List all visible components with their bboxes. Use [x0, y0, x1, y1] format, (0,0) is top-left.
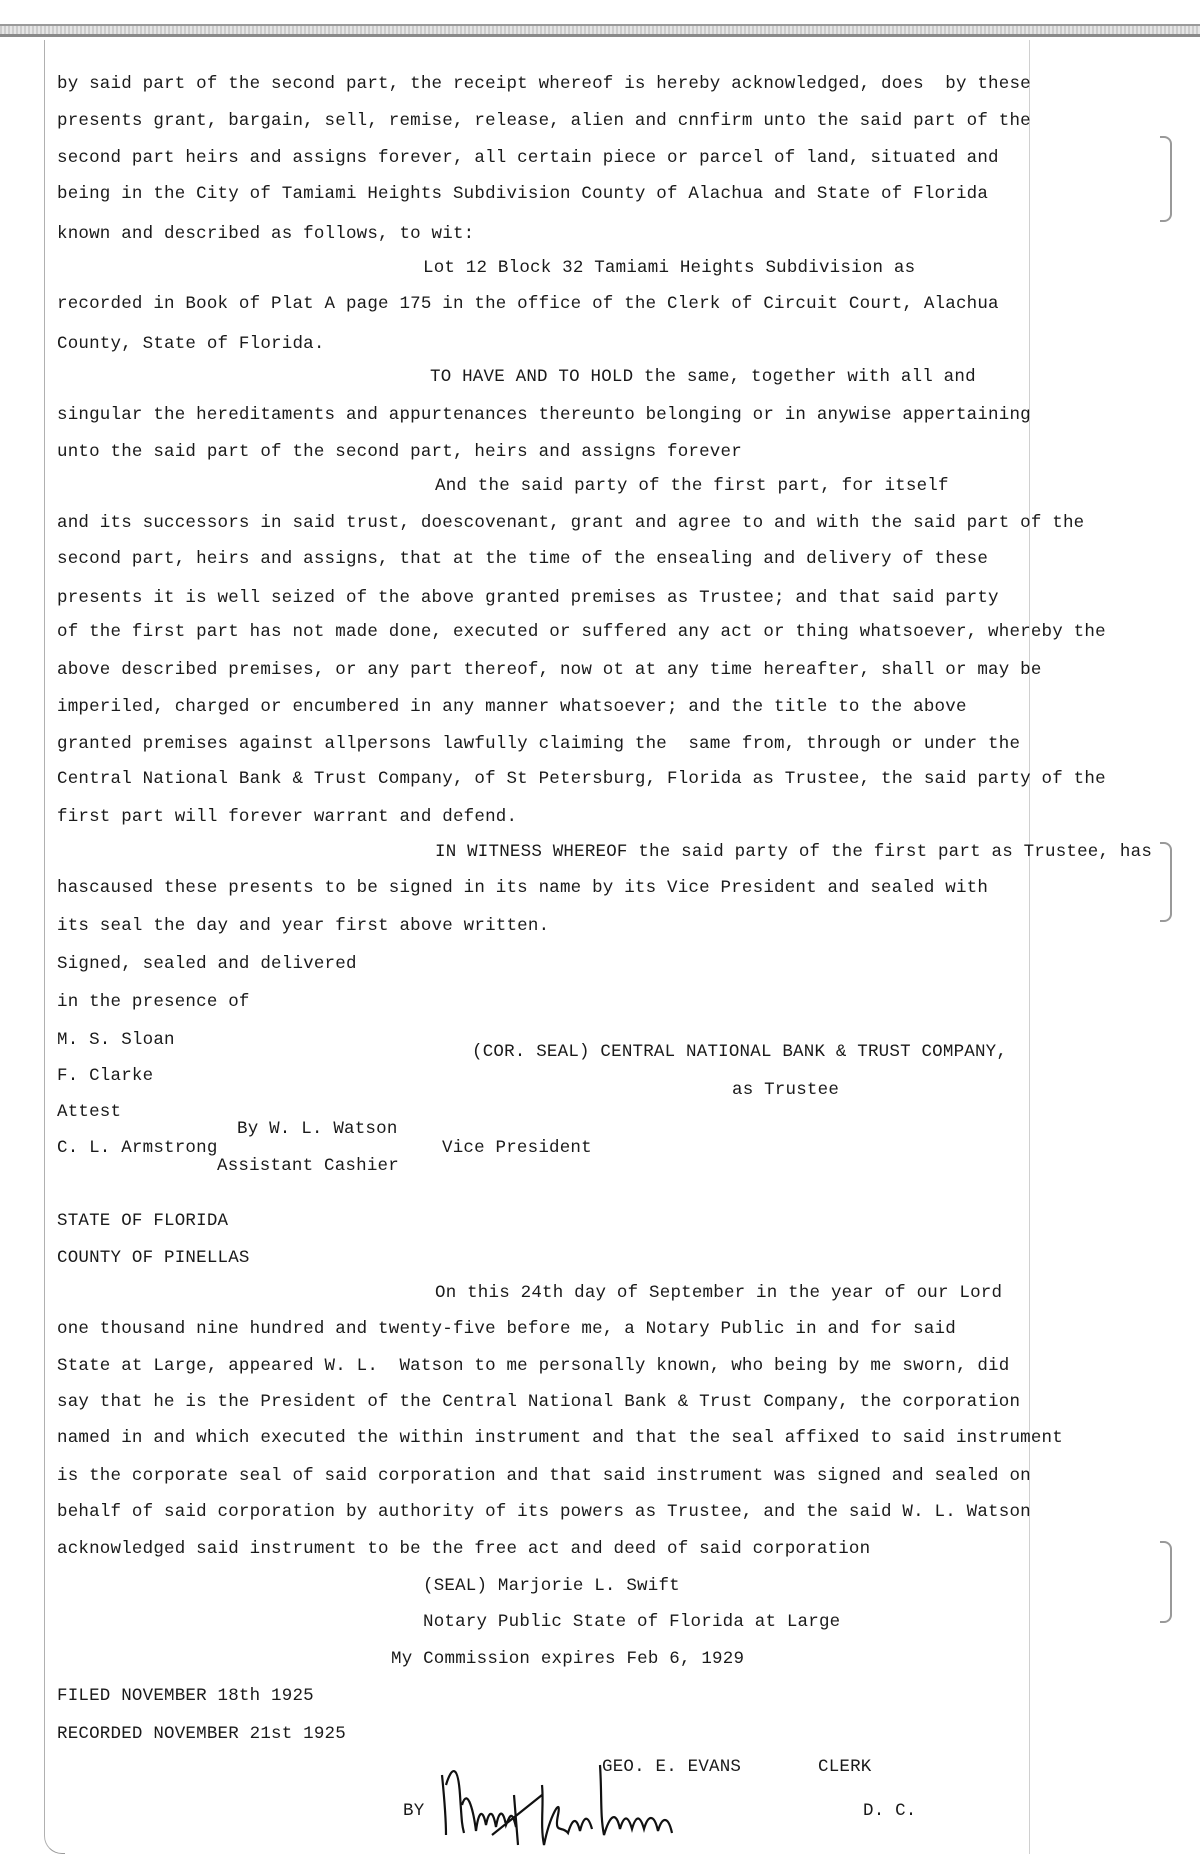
body-line: known and described as follows, to wit: — [57, 224, 475, 244]
body-line: presents grant, bargain, sell, remise, release, alien and cnnfirm unto the said part of the — [57, 111, 1031, 131]
attest-label: Attest — [57, 1102, 122, 1122]
witness-name: M. S. Sloan — [57, 1030, 175, 1050]
body-line: recorded in Book of Plat A page 175 in the office of the Clerk of Circuit Court, Alachua — [57, 294, 999, 314]
body-line: imperiled, charged or encumbered in any manner whatsoever; and the title to the above — [57, 697, 967, 717]
by-label: BY — [403, 1801, 425, 1821]
ack-line: named in and which executed the within instrument and that the seal affixed to said instrument — [57, 1428, 1063, 1448]
clerk-title: CLERK — [818, 1757, 872, 1777]
body-line: its seal the day and year first above written. — [57, 916, 550, 936]
body-line: of the first part has not made done, executed or suffered any act or thing whatsoever, whereby the — [57, 622, 1106, 642]
ack-line: behalf of said corporation by authority of its powers as Trustee, and the said W. L. Watson — [57, 1502, 1031, 1522]
binding-bracket — [1160, 136, 1172, 222]
body-line: Central National Bank & Trust Company, of St Petersburg, Florida as Trustee, the said party of the — [57, 769, 1106, 789]
clerk-name: GEO. E. EVANS — [602, 1757, 742, 1777]
ack-line: acknowledged said instrument to be the free act and deed of said corporation — [57, 1539, 871, 1559]
body-line: IN WITNESS WHEREOF the said party of the first part as Trustee, has — [435, 842, 1153, 862]
ack-line: On this 24th day of September in the year of our Lord — [435, 1283, 1003, 1303]
body-line: County, State of Florida. — [57, 334, 325, 354]
top-rule — [0, 24, 1200, 37]
body-line: first part will forever warrant and defend. — [57, 807, 518, 827]
ack-line: say that he is the President of the Central National Bank & Trust Company, the corporation — [57, 1392, 1021, 1412]
notary-title: Notary Public State of Florida at Large — [423, 1612, 841, 1632]
deputy-clerk-label: D. C. — [863, 1801, 917, 1821]
signer-name: By W. L. Watson — [237, 1119, 398, 1139]
body-line: second part, heirs and assigns, that at the time of the ensealing and delivery of these — [57, 549, 989, 569]
body-line: TO HAVE AND TO HOLD the same, together with all and — [430, 367, 976, 387]
body-line: presents it is well seized of the above granted premises as Trustee; and that said party — [57, 588, 999, 608]
body-line: hascaused these presents to be signed in its name by its Vice President and sealed with — [57, 878, 989, 898]
ack-line: is the corporate seal of said corporation and that said instrument was signed and sealed on — [57, 1466, 1031, 1486]
notary-seal: (SEAL) Marjorie L. Swift — [423, 1576, 680, 1596]
body-line: in the presence of — [57, 992, 250, 1012]
right-margin-line — [1029, 40, 1030, 1854]
body-line: by said part of the second part, the receipt whereof is hereby acknowledged, does by these — [57, 74, 1031, 94]
corporate-seal-line: (COR. SEAL) CENTRAL NATIONAL BANK & TRUST COMPANY, — [472, 1042, 1008, 1062]
filed-date: FILED NOVEMBER 18th 1925 — [57, 1686, 314, 1706]
venue-county: COUNTY OF PINELLAS — [57, 1248, 250, 1268]
body-line: above described premises, or any part thereof, now ot at any time hereafter, shall or may be — [57, 660, 1042, 680]
body-line: unto the said part of the second part, heirs and assigns forever — [57, 442, 742, 462]
body-line: and its successors in said trust, doescovenant, grant and agree to and with the said part of the — [57, 513, 1085, 533]
body-line: Signed, sealed and delivered — [57, 954, 357, 974]
body-line: singular the hereditaments and appurtenances thereunto belonging or in anywise appertaining — [57, 405, 1031, 425]
ack-line: one thousand nine hundred and twenty-five before me, a Notary Public in and for said — [57, 1319, 956, 1339]
body-line: Lot 12 Block 32 Tamiami Heights Subdivision as — [423, 258, 916, 278]
ack-line: State at Large, appeared W. L. Watson to me personally known, who being by me sworn, did — [57, 1356, 1010, 1376]
recorded-date: RECORDED NOVEMBER 21st 1925 — [57, 1724, 346, 1744]
body-line: being in the City of Tamiami Heights Subdivision County of Alachua and State of Florida — [57, 184, 989, 204]
notary-commission: My Commission expires Feb 6, 1929 — [391, 1649, 745, 1669]
binding-bracket — [1160, 842, 1172, 922]
handwritten-signature — [432, 1755, 762, 1855]
as-trustee: as Trustee — [732, 1080, 840, 1100]
witness-name: F. Clarke — [57, 1066, 154, 1086]
attester-title: Assistant Cashier — [217, 1156, 399, 1176]
venue-state: STATE OF FLORIDA — [57, 1211, 229, 1231]
body-line: granted premises against allpersons lawfully claiming the same from, through or under the — [57, 734, 1021, 754]
body-line: second part heirs and assigns forever, all certain piece or parcel of land, situated and — [57, 148, 999, 168]
attester-name: C. L. Armstrong — [57, 1138, 218, 1158]
body-line: And the said party of the first part, for itself — [435, 476, 949, 496]
binding-bracket — [1160, 1541, 1172, 1623]
signer-title: Vice President — [442, 1138, 592, 1158]
